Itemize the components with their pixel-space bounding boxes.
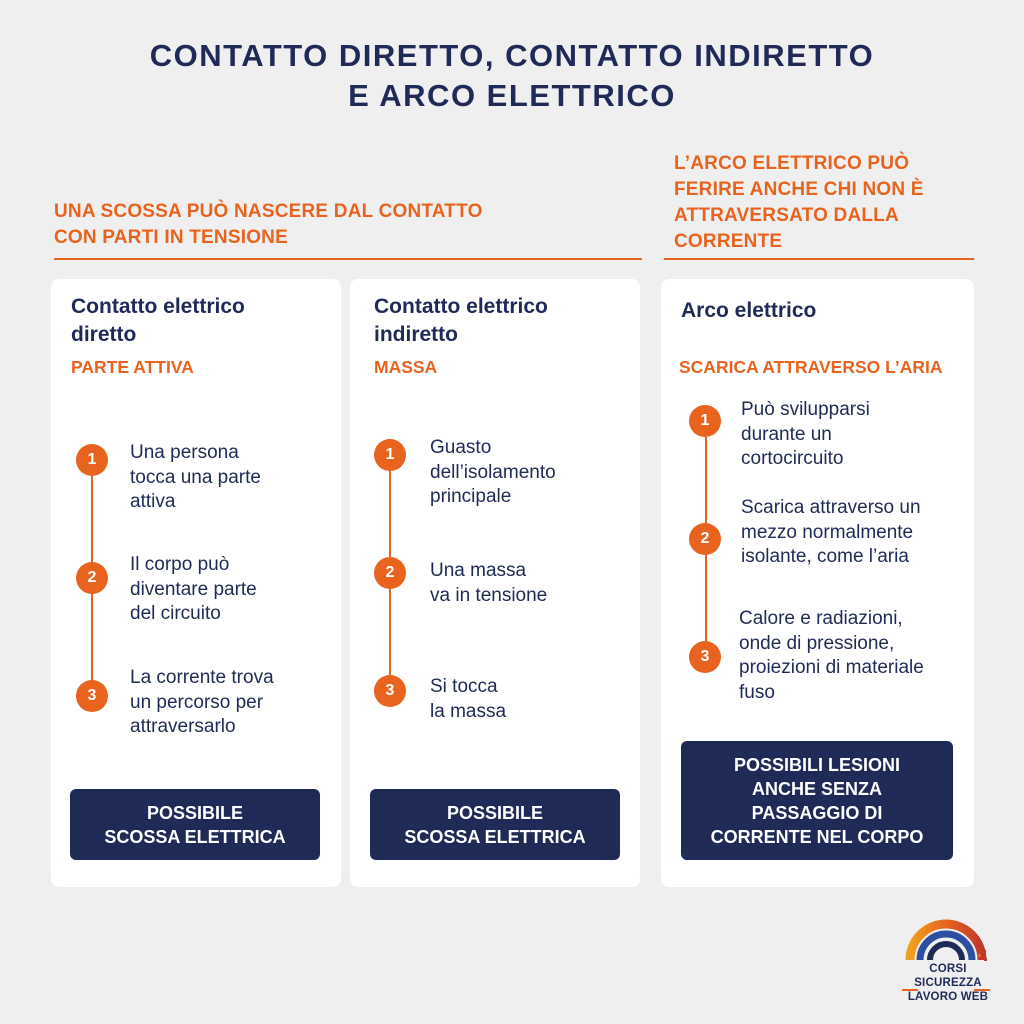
card-title: [374, 293, 548, 349]
result-banner-line: PASSAGGIO DI: [751, 802, 883, 823]
result-banner-line: CORRENTE NEL CORPO: [710, 826, 924, 847]
step-text-line: durante un: [741, 423, 832, 445]
step-text-line: Si tocca: [430, 676, 498, 697]
card-subtitle: PARTE ATTIVA: [71, 357, 194, 377]
section-heading-line: ATTRAVERSATO DALLA: [674, 205, 899, 226]
card-title-line: Arco elettrico: [681, 299, 817, 322]
step-text: [130, 441, 261, 515]
section-divider-left: [54, 258, 642, 260]
step-text-line: Guasto: [430, 437, 492, 458]
step-number-badge: 3: [689, 641, 721, 673]
step-text-line: mezzo normalmente: [741, 521, 914, 543]
result-banner: [681, 741, 953, 860]
section-heading-line: FERIRE ANCHE CHI NON È: [674, 179, 924, 200]
result-banner: [70, 789, 320, 860]
result-banner-line: SCOSSA ELETTRICA: [404, 826, 586, 847]
card-electric-arc: [661, 279, 974, 887]
brand-logo-line: CORSI SICUREZZA: [914, 963, 982, 989]
step-text-line: fuso: [739, 681, 775, 703]
page-title-line-1: CONTATTO DIRETTO, CONTATTO INDIRETTO: [149, 38, 875, 73]
result-banner-line: ANCHE SENZA: [751, 778, 882, 799]
card-title: [71, 293, 245, 349]
step-text-line: va in tensione: [430, 584, 548, 606]
step-number-badge: 2: [76, 562, 108, 594]
step-text-line: Calore e radiazioni,: [739, 608, 903, 629]
step-text-line: del circuito: [130, 603, 221, 624]
step-text-line: tocca una parte: [130, 466, 261, 488]
card-subtitle: MASSA: [374, 357, 438, 377]
card-indirect-contact: [350, 279, 640, 887]
page-title-line-2: E ARCO ELETTRICO: [348, 78, 676, 113]
step-text-line: un percorso per: [130, 691, 264, 713]
step-number-badge: 2: [689, 523, 721, 555]
step-text: [741, 398, 870, 472]
section-heading-line: UNA SCOSSA PUÒ NASCERE DAL CONTATTO: [54, 201, 483, 222]
step-text: [430, 559, 547, 608]
step-number-badge: 3: [76, 680, 108, 712]
step-text: [430, 436, 556, 510]
step-text-line: attraversarlo: [130, 716, 236, 737]
step-text-line: Una persona: [130, 442, 239, 463]
result-banner-line: POSSIBILI LESIONI: [733, 754, 901, 775]
section-heading-line: CORRENTE: [674, 231, 783, 252]
step-text: [430, 675, 506, 724]
step-number-badge: 1: [689, 405, 721, 437]
step-number-badge: 2: [374, 557, 406, 589]
brand-logo-text: [900, 962, 996, 1004]
step-text-line: dell’isolamento: [430, 461, 556, 483]
step-text: [130, 666, 274, 740]
step-number-badge: 1: [374, 439, 406, 471]
step-text-line: Scarica attraverso un: [741, 497, 921, 518]
result-banner-line: POSSIBILE: [446, 802, 544, 823]
step-text-line: onde di pressione,: [739, 632, 895, 654]
card-title-line: Contatto elettrico: [374, 295, 548, 318]
step-text-line: principale: [430, 486, 512, 507]
step-number-badge: 3: [374, 675, 406, 707]
result-banner-line: SCOSSA ELETTRICA: [104, 826, 286, 847]
step-text-line: la massa: [430, 700, 507, 722]
step-text-line: Il corpo può: [130, 554, 230, 575]
step-text-line: isolante, come l’aria: [741, 546, 909, 567]
step-text-line: La corrente trova: [130, 667, 274, 688]
result-banner-line: POSSIBILE: [146, 802, 244, 823]
result-banner: [370, 789, 620, 860]
step-text-line: attiva: [130, 491, 176, 512]
step-text: [739, 607, 924, 705]
step-text-line: cortocircuito: [741, 448, 844, 469]
card-subtitle: SCARICA ATTRAVERSO L’ARIA: [679, 357, 943, 377]
step-text-line: proiezioni di materiale: [739, 657, 924, 678]
step-text: [741, 496, 921, 570]
brand-logo-line: LAVORO WEB: [907, 991, 989, 1003]
step-text: [130, 553, 257, 627]
step-text-line: diventare parte: [130, 578, 257, 600]
section-heading-line: L’ARCO ELETTRICO PUÒ: [674, 153, 910, 174]
card-title-line: Contatto elettrico: [71, 295, 245, 318]
section-heading-arc: [674, 151, 974, 255]
section-divider-right: [664, 258, 974, 260]
card-title-line: indiretto: [374, 323, 458, 346]
card-title-line: diretto: [71, 323, 137, 346]
card-direct-contact: [51, 279, 341, 887]
step-number-badge: 1: [76, 444, 108, 476]
step-text-line: Una massa: [430, 560, 527, 581]
card-title: [681, 297, 816, 325]
section-heading-line: CON PARTI IN TENSIONE: [54, 227, 288, 248]
page-title: [0, 36, 1024, 116]
step-text-line: Può svilupparsi: [741, 399, 870, 420]
section-heading-contact: [54, 199, 634, 251]
